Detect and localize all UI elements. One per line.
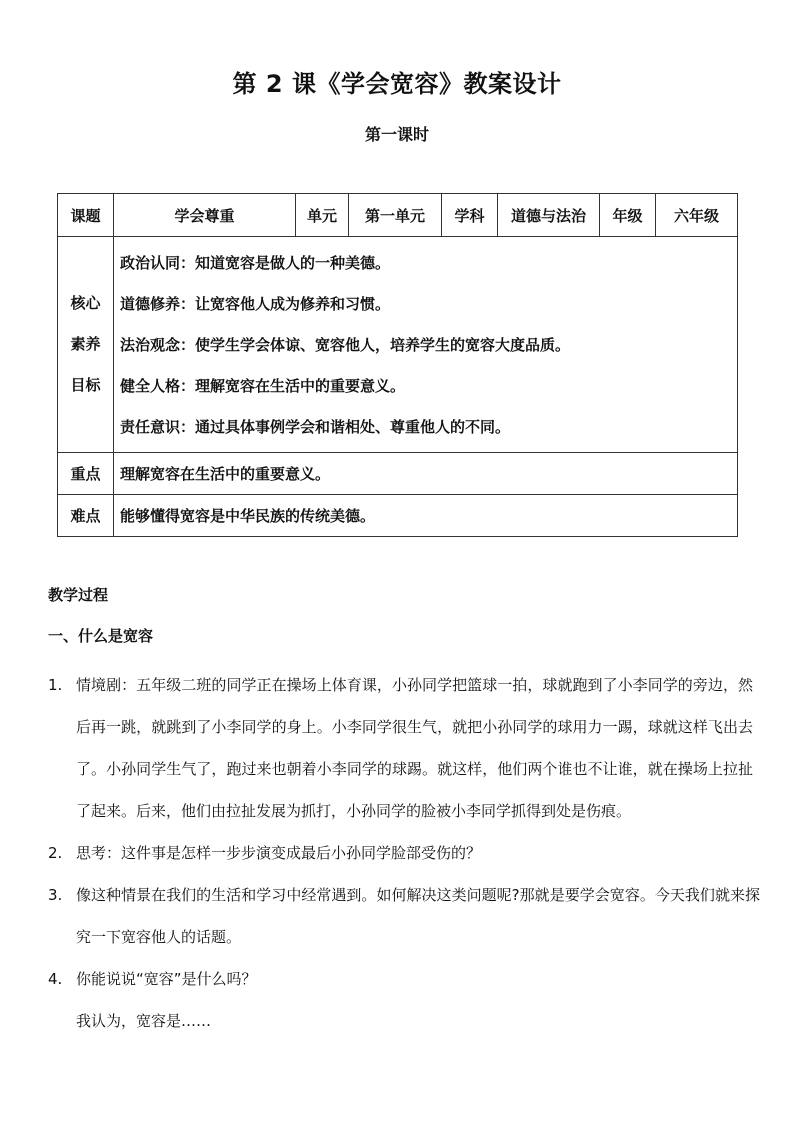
- core-goals-row: [58, 237, 738, 453]
- difficulty-label: 难点: [58, 495, 114, 537]
- process-list: [48, 664, 760, 1042]
- section-heading: 一、什么是宽容: [48, 627, 154, 645]
- difficulty-value: 能够懂得宽容是中华民族的传统美德。: [114, 495, 738, 537]
- list-item-text: 你能说说“宽容”是什么吗？: [76, 970, 257, 988]
- table-cell: 道德与法治: [498, 194, 600, 237]
- teaching-process-heading: 教学过程: [48, 586, 109, 604]
- core-goals-content: [114, 237, 738, 453]
- answer-prompt: 我认为，宽容是……: [76, 1012, 212, 1030]
- list-item: [48, 664, 760, 832]
- table-cell: 六年级: [656, 194, 738, 237]
- table-cell: 课题: [58, 194, 114, 237]
- list-item-number: 3.: [48, 886, 63, 904]
- list-item-number: 1.: [48, 676, 63, 694]
- list-item: [48, 874, 760, 958]
- table-cell: 单元: [296, 194, 349, 237]
- core-label-line: 目标: [70, 376, 101, 394]
- core-goals-label: [58, 237, 114, 453]
- core-label-line: 核心: [70, 294, 101, 312]
- core-label-line: 素养: [70, 335, 101, 353]
- lesson-info-table: [57, 193, 738, 537]
- key-point-value: 理解宽容在生活中的重要意义。: [114, 453, 738, 495]
- list-item: [48, 958, 760, 1000]
- list-item-text: 思考：这件事是怎样一步步演变成最后小孙同学脸部受伤的？: [76, 844, 482, 862]
- list-item-text: 情境剧：五年级二班的同学正在操场上体育课，小孙同学把篮球一拍，球就跑到了小李同学的旁边，然后再一跳，就跳到了小李同学的身上。小李同学很生气，就把小孙同学的球用力一踢，球就这样飞出去了。小孙同学生气了，跑过来也朝着小李同学的球踢。就这样，他们两个谁也不让谁，就在操场上拉扯了起来。后来，他们由拉扯发展为抓打，小孙同学的脸被小李同学抓得到处是伤痕。: [76, 676, 753, 820]
- core-goal-line: 责任意识：通过具体事例学会和谐相处、尊重他人的不同。: [120, 418, 511, 436]
- core-goal-line: 道德修养：让宽容他人成为修养和习惯。: [120, 295, 391, 313]
- table-cell: 学会尊重: [114, 194, 296, 237]
- table-cell: 年级: [600, 194, 656, 237]
- core-goal-line: 健全人格：理解宽容在生活中的重要意义。: [120, 377, 406, 395]
- list-item: [48, 832, 760, 874]
- core-goal-line: 法治观念：使学生学会体谅、宽容他人，培养学生的宽容大度品质。: [120, 336, 571, 354]
- difficulty-row: [58, 495, 738, 537]
- document-subtitle: 第一课时: [364, 125, 429, 144]
- table-header-row: [58, 194, 738, 237]
- key-point-label: 重点: [58, 453, 114, 495]
- document-title: 第 2 课《学会宽容》教案设计: [232, 70, 562, 98]
- list-item-number: 2.: [48, 844, 63, 862]
- list-item-number: 4.: [48, 970, 63, 988]
- table-cell: 学科: [442, 194, 498, 237]
- key-point-row: [58, 453, 738, 495]
- list-item-text: 像这种情景在我们的生活和学习中经常遇到。如何解决这类问题呢?那就是要学会宽容。今天我们就来探究一下宽容他人的话题。: [76, 886, 760, 946]
- table-cell: 第一单元: [349, 194, 442, 237]
- core-goal-line: 政治认同：知道宽容是做人的一种美德。: [120, 254, 391, 272]
